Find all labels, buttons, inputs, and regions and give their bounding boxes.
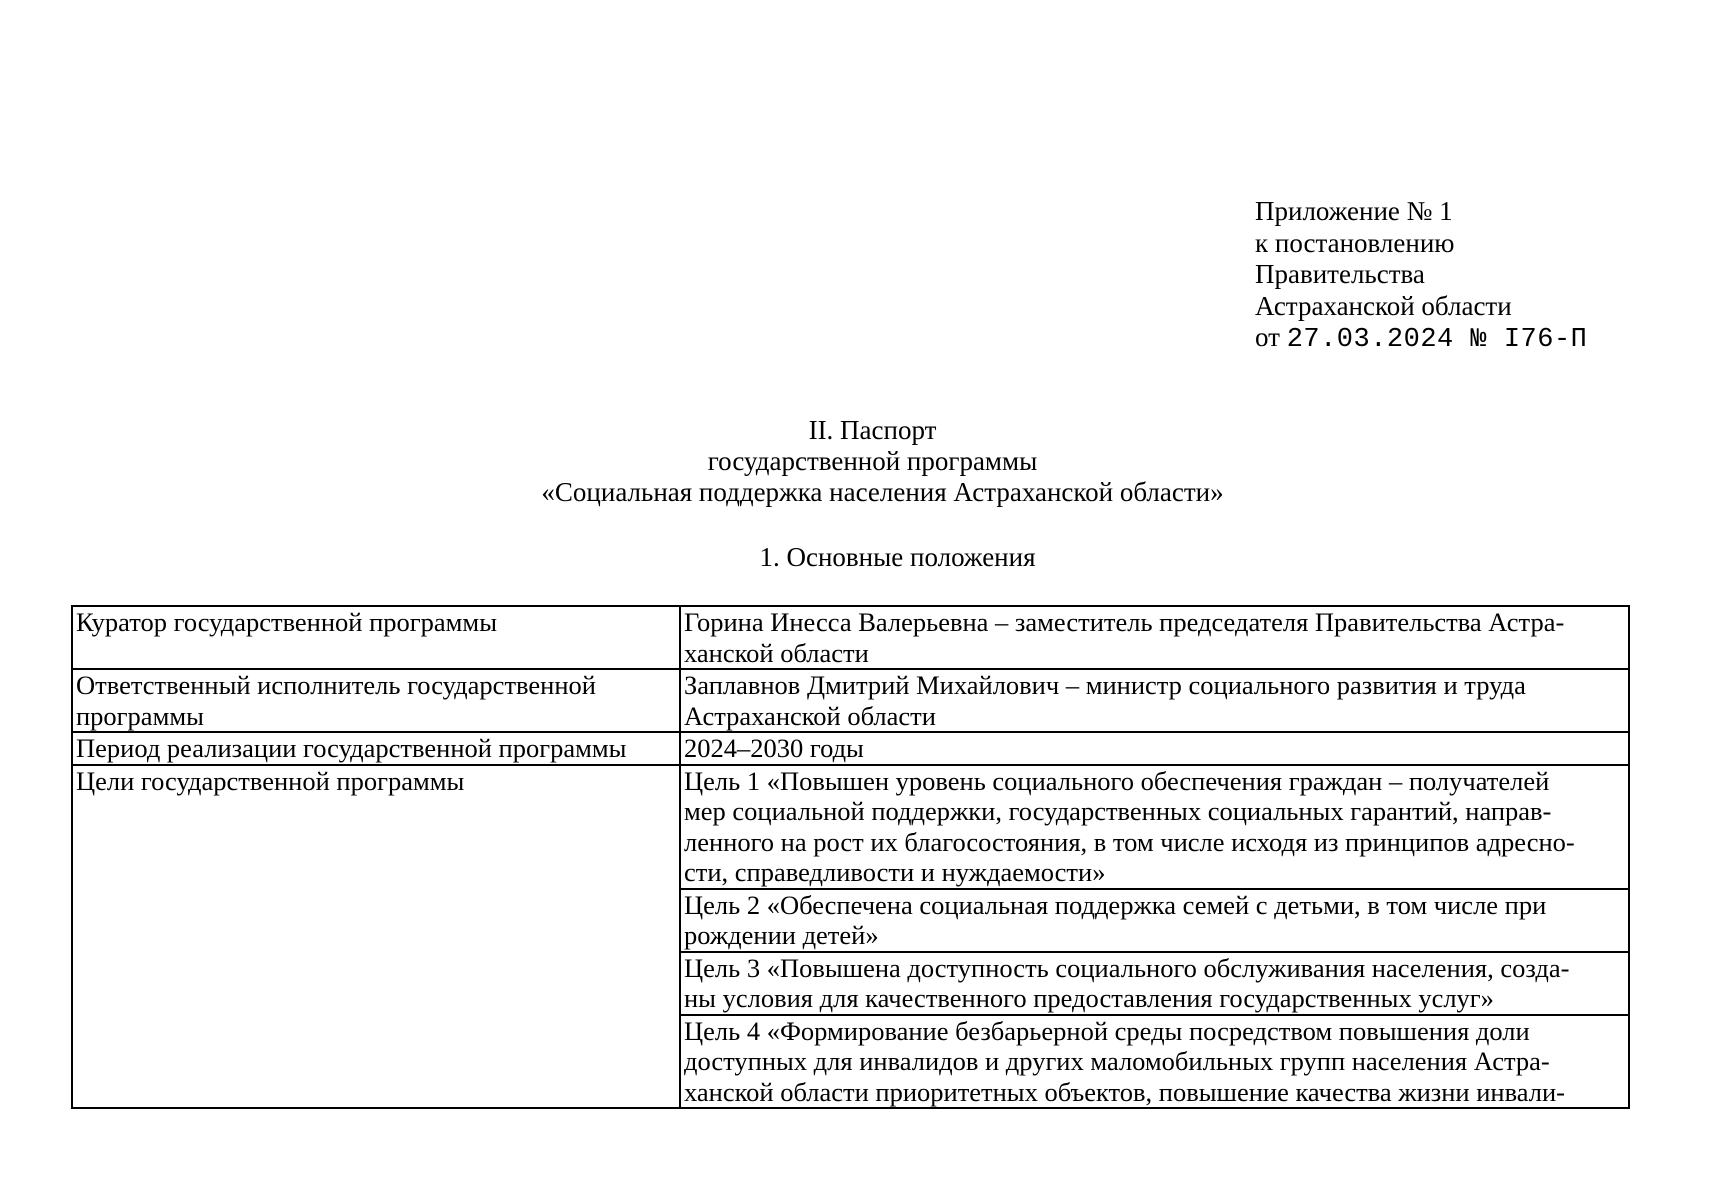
appendix-line-1: Приложение № 1 bbox=[1255, 196, 1453, 226]
document-title bbox=[0, 415, 1725, 508]
table-row bbox=[72, 765, 1629, 1109]
goal-item: Цель 1 «Повышен уровень социального обеспечения граждан – получателей мер социальной поддержки, государственных социальных гарантий, направ- ленного на рост их благосостояния, в том числе исходя из принципов адресно- сти, справедливости и нуждаемости» bbox=[681, 766, 1628, 890]
row-value: 2024–2030 годы bbox=[680, 732, 1629, 765]
row-label: Куратор государственной программы bbox=[72, 606, 680, 669]
goals-cell bbox=[680, 765, 1629, 1109]
goals-label: Цели государственной программы bbox=[72, 765, 680, 1109]
title-line-2: государственной программы bbox=[707, 446, 1038, 476]
passport-table bbox=[71, 605, 1630, 1109]
goal-item: Цель 3 «Повышена доступность социального обслуживания населения, созда- ны условия для качественного предоставления государственных услуг» bbox=[681, 953, 1628, 1016]
appendix-line-4: Астраханской области bbox=[1255, 290, 1512, 321]
row-value: Заплавнов Дмитрий Михайлович – министр социального развития и труда Астраханской области bbox=[680, 669, 1629, 732]
title-line-3: «Социальная поддержка населения Астраханской области» bbox=[541, 477, 1224, 507]
section-title: 1. Основные положения bbox=[759, 542, 1036, 572]
appendix-date-line bbox=[1255, 322, 1587, 357]
appendix-block bbox=[1255, 196, 1587, 357]
appendix-line-3: Правительства bbox=[1255, 259, 1425, 289]
table-row bbox=[72, 732, 1629, 765]
title-line-1: II. Паспорт bbox=[808, 415, 937, 445]
table-row bbox=[72, 669, 1629, 732]
row-label: Период реализации государственной программы bbox=[72, 732, 680, 765]
goal-item: Цель 4 «Формирование безбарьерной среды посредством повышения доли доступных для инвалидов и других маломобильных групп населения Астра- ханской области приоритетных объектов, повышение качества жизни инвали- bbox=[684, 1015, 1565, 1107]
table-row bbox=[72, 606, 1629, 669]
row-value: Горина Инесса Валерьевна – заместитель председателя Правительства Астра- ханской области bbox=[680, 606, 1629, 669]
appendix-date-value: 27.03.2024 № I76-П bbox=[1286, 325, 1588, 355]
appendix-line-2: к постановлению bbox=[1255, 227, 1455, 258]
appendix-date-prefix: от bbox=[1255, 322, 1280, 352]
goal-item: Цель 2 «Обеспечена социальная поддержка семей с детьми, в том числе при рождении детей» bbox=[681, 890, 1628, 953]
row-label: Ответственный исполнитель государственной программы bbox=[72, 669, 680, 732]
